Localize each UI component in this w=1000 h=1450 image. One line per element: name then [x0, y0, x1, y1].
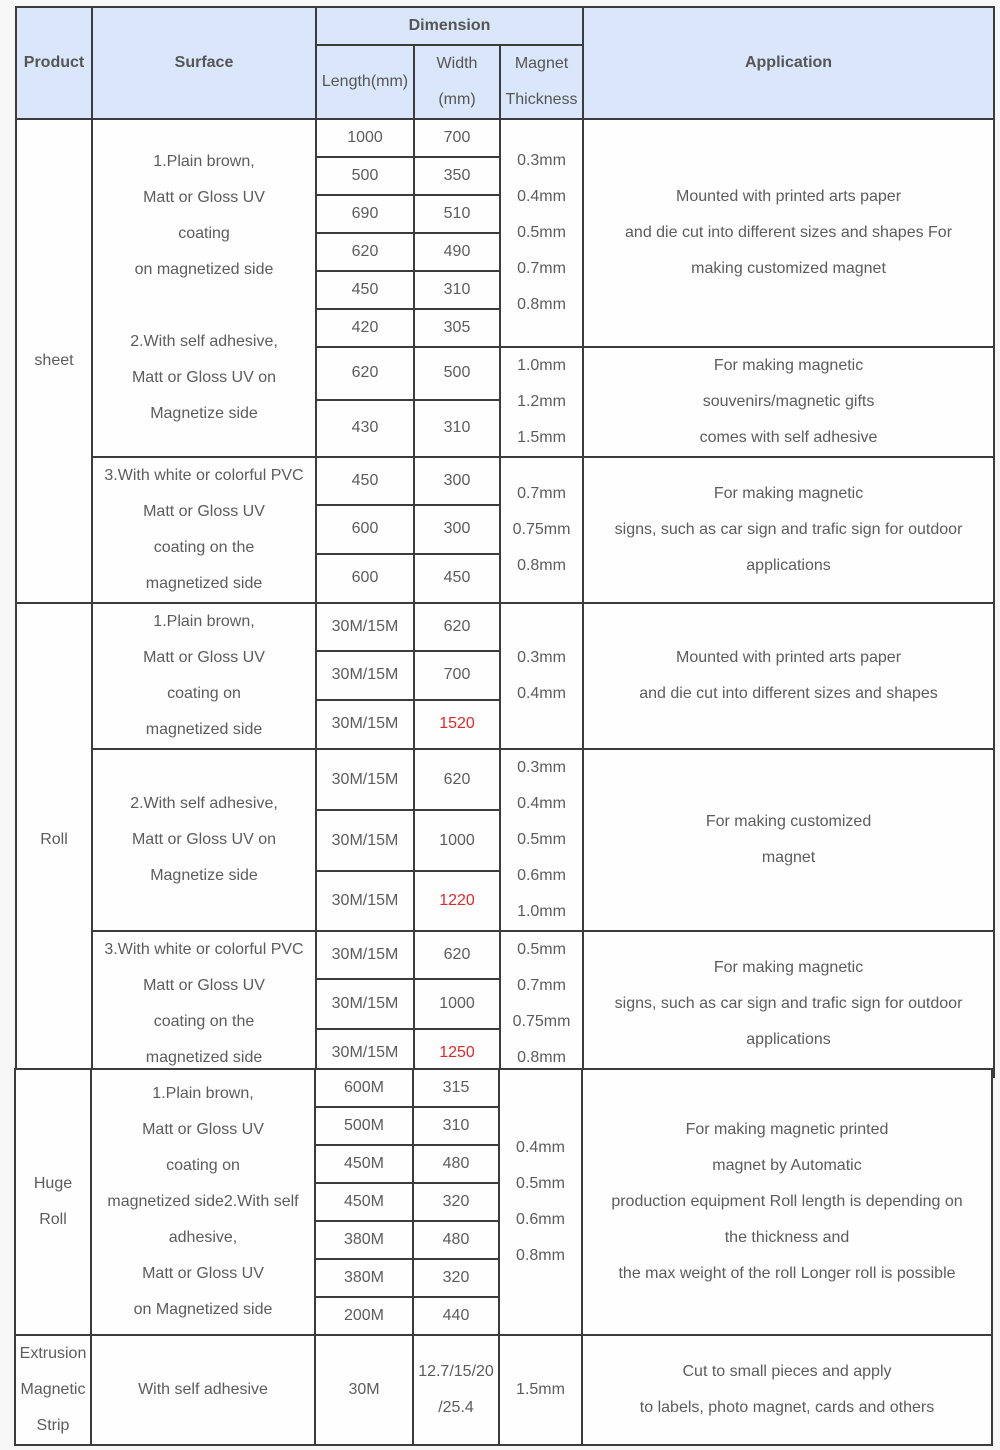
roll-length: 30M/15M [316, 749, 414, 810]
sheet-length: 500 [316, 157, 414, 195]
roll-length: 30M/15M [316, 603, 414, 651]
sheet-width: 310 [414, 400, 500, 457]
huge-roll-width: 320 [413, 1259, 499, 1297]
roll-width: 1000 [414, 810, 500, 871]
header-magnet-thickness [500, 45, 583, 119]
sheet-surface-1-2: 1.Plain brown, Matt or Gloss UV coating on magnetized side 2.With self adhesive, Matt or Gloss UV on Magnetize side [92, 119, 316, 457]
huge-roll-length: 500M [315, 1107, 413, 1145]
header-dimension: Dimension [316, 7, 583, 45]
huge-roll-length: 450M [315, 1183, 413, 1221]
product-spec-table [15, 6, 995, 1078]
roll-length: 30M/15M [316, 700, 414, 749]
header-width [414, 45, 500, 119]
sheet-thickness-1: 0.3mm 0.4mm 0.5mm 0.7mm 0.8mm [500, 119, 583, 347]
sheet-width: 300 [414, 505, 500, 553]
sheet-width: 310 [414, 271, 500, 309]
sheet-thickness-2: 1.0mm 1.2mm 1.5mm [500, 347, 583, 457]
header-length: Length(mm) [316, 45, 414, 119]
sheet-width: 490 [414, 233, 500, 271]
roll-width-highlight: 1520 [414, 700, 500, 749]
product-extrusion-strip: Extrusion Magnetic Strip [15, 1335, 91, 1445]
roll-length: 30M/15M [316, 979, 414, 1028]
sheet-width: 450 [414, 554, 500, 603]
strip-width: 12.7/15/20 /25.4 [413, 1335, 499, 1445]
huge-roll-width: 480 [413, 1221, 499, 1259]
huge-roll-width: 440 [413, 1297, 499, 1335]
huge-roll-surface: 1.Plain brown, Matt or Gloss UV coating on magnetized side2.With self adhesive, Matt or Gloss UV on Magnetized side [91, 1069, 315, 1335]
roll-application-2: For making customized magnet [583, 749, 994, 931]
sheet-width: 500 [414, 347, 500, 400]
roll-application-1: Mounted with printed arts paper and die cut into different sizes and shapes [583, 603, 994, 749]
strip-length: 30M [315, 1335, 413, 1445]
sheet-length: 620 [316, 347, 414, 400]
huge-roll-width: 310 [413, 1107, 499, 1145]
huge-roll-width: 320 [413, 1183, 499, 1221]
header-magnet-line1: Magnet [514, 55, 569, 72]
roll-width: 1000 [414, 979, 500, 1028]
sheet-application-1: Mounted with printed arts paper and die cut into different sizes and shapes For making customized magnet [583, 119, 994, 347]
roll-length: 30M/15M [316, 871, 414, 931]
roll-thickness-1: 0.3mm 0.4mm [500, 603, 583, 749]
sheet-width: 300 [414, 457, 500, 505]
roll-surface-3: 3.With white or colorful PVC Matt or Gloss UV coating on the magnetized side [92, 931, 316, 1077]
huge-roll-length: 380M [315, 1259, 413, 1297]
huge-roll-width: 480 [413, 1145, 499, 1183]
roll-length: 30M/15M [316, 651, 414, 700]
sheet-length: 690 [316, 195, 414, 233]
roll-length: 30M/15M [316, 810, 414, 871]
roll-thickness-2: 0.3mm 0.4mm 0.5mm 0.6mm 1.0mm [500, 749, 583, 931]
header-product: Product [16, 7, 92, 119]
roll-width: 620 [414, 931, 500, 979]
huge-roll-length: 450M [315, 1145, 413, 1183]
sheet-thickness-3: 0.7mm 0.75mm 0.8mm [500, 457, 583, 603]
roll-width-highlight: 1220 [414, 871, 500, 931]
huge-roll-width: 315 [413, 1069, 499, 1107]
roll-length: 30M/15M [316, 1029, 414, 1077]
huge-roll-length: 200M [315, 1297, 413, 1335]
huge-roll-application: For making magnetic printed magnet by Automatic production equipment Roll length is depending on the thickness and the max weight of the roll Longer roll is possible [582, 1069, 992, 1335]
roll-length: 30M/15M [316, 931, 414, 979]
sheet-length: 1000 [316, 119, 414, 157]
sheet-application-3: For making magnetic signs, such as car sign and trafic sign for outdoor applications [583, 457, 994, 603]
sheet-length: 620 [316, 233, 414, 271]
roll-surface-1: 1.Plain brown, Matt or Gloss UV coating on magnetized side [92, 603, 316, 749]
header-width-line1: Width [436, 55, 478, 72]
header-magnet-line2: Thickness [505, 91, 578, 108]
sheet-surface-3: 3.With white or colorful PVC Matt or Gloss UV coating on the magnetized side [92, 457, 316, 603]
roll-application-3: For making magnetic signs, such as car sign and trafic sign for outdoor applications [583, 931, 994, 1077]
roll-width: 620 [414, 603, 500, 651]
sheet-width: 510 [414, 195, 500, 233]
sheet-length: 600 [316, 505, 414, 553]
product-huge-roll: Huge Roll [15, 1069, 91, 1335]
strip-thickness: 1.5mm [499, 1335, 582, 1445]
roll-thickness-3: 0.5mm 0.7mm 0.75mm 0.8mm [500, 931, 583, 1077]
roll-width: 620 [414, 749, 500, 810]
product-roll: Roll [16, 603, 92, 1077]
huge-roll-thickness: 0.4mm 0.5mm 0.6mm 0.8mm [499, 1069, 582, 1335]
sheet-width: 700 [414, 119, 500, 157]
strip-application: Cut to small pieces and apply to labels, photo magnet, cards and others [582, 1335, 992, 1445]
sheet-application-2: For making magnetic souvenirs/magnetic gifts comes with self adhesive [583, 347, 994, 457]
huge-roll-length: 600M [315, 1069, 413, 1107]
sheet-width: 305 [414, 309, 500, 347]
header-surface: Surface [92, 7, 316, 119]
huge-roll-length: 380M [315, 1221, 413, 1259]
sheet-length: 600 [316, 554, 414, 603]
sheet-length: 450 [316, 457, 414, 505]
sheet-width: 350 [414, 157, 500, 195]
strip-surface: With self adhesive [91, 1335, 315, 1445]
product-sheet: sheet [16, 119, 92, 603]
sheet-length: 420 [316, 309, 414, 347]
header-application: Application [583, 7, 994, 119]
roll-width-highlight: 1250 [414, 1029, 500, 1077]
product-spec-table-continued [14, 1068, 993, 1446]
sheet-length: 430 [316, 400, 414, 457]
sheet-length: 450 [316, 271, 414, 309]
roll-surface-2: 2.With self adhesive, Matt or Gloss UV on Magnetize side [92, 749, 316, 931]
roll-width: 700 [414, 651, 500, 700]
header-width-line2: (mm) [438, 91, 476, 108]
